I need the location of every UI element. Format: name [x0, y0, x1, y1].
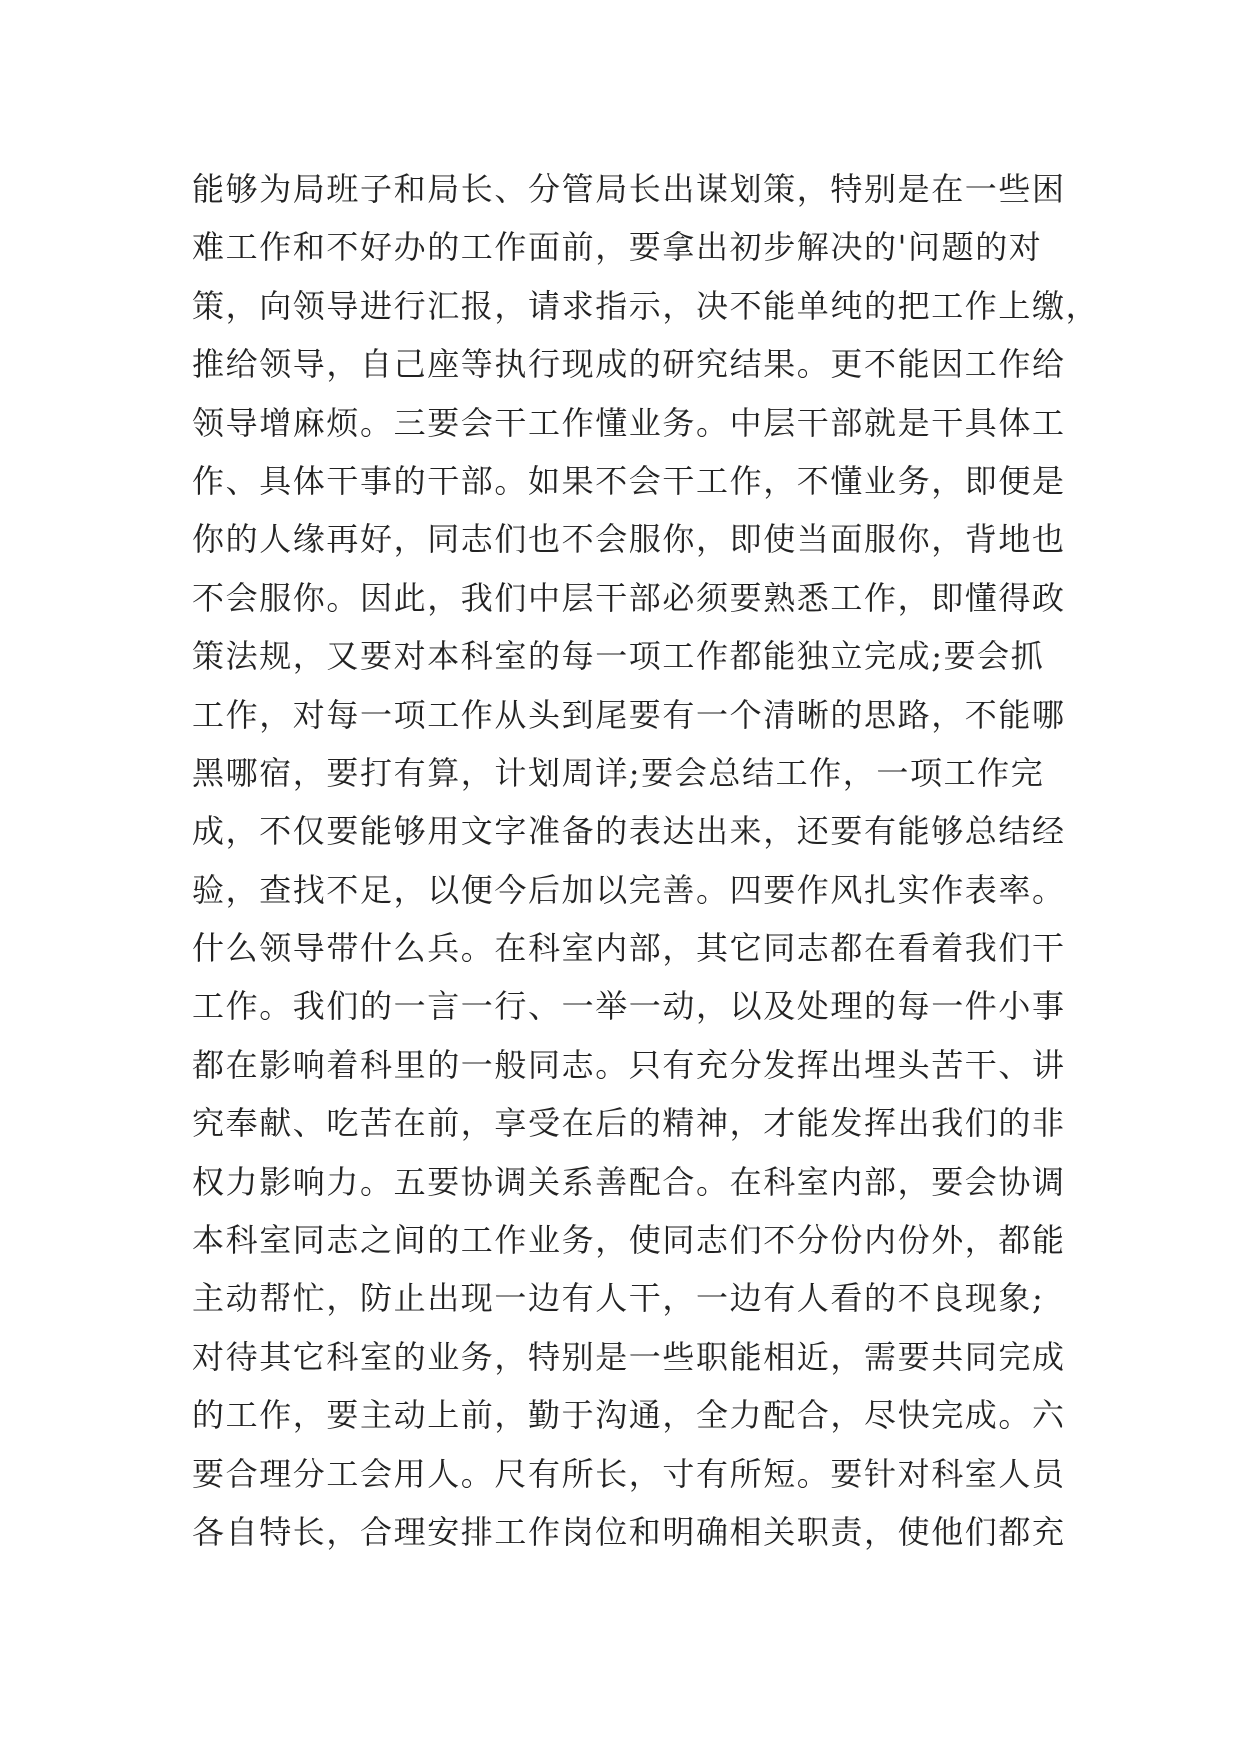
text-line: 本科室同志之间的工作业务，使同志们不分份内份外，都能	[192, 1221, 1066, 1260]
text-line: 权力影响力。五要协调关系善配合。在科室内部，要会协调	[192, 1162, 1066, 1201]
text-line: 能够为局班子和局长、分管局长出谋划策，特别是在一些困	[192, 170, 1066, 208]
body-text	[192, 160, 1100, 1561]
text-line: 各自特长，合理安排工作岗位和明确相关职责，使他们都充	[192, 1512, 1066, 1551]
text-line: 难工作和不好办的工作面前，要拿出初步解决的'问题的对	[192, 228, 1043, 267]
text-line: 的工作，要主动上前，勤于沟通，全力配合，尽快完成。六	[192, 1396, 1066, 1435]
text-line: 你的人缘再好，同志们也不会服你，即使当面服你，背地也	[192, 520, 1066, 559]
text-line: 黑哪宿，要打有算，计划周详;要会总结工作，一项工作完	[192, 753, 1045, 792]
text-line: 领导增麻烦。三要会干工作懂业务。中层干部就是干具体工	[192, 403, 1066, 442]
text-line: 策，向领导进行汇报，请求指示，决不能单纯的把工作上缴，	[192, 286, 1100, 325]
text-line: 作、具体干事的干部。如果不会干工作，不懂业务，即便是	[192, 461, 1066, 500]
text-line: 不会服你。因此，我们中层干部必须要熟悉工作，即懂得政	[192, 578, 1066, 617]
text-line: 推给领导，自己座等执行现成的研究结果。更不能因工作给	[192, 345, 1066, 384]
text-line: 主动帮忙，防止出现一边有人干，一边有人看的不良现象;	[192, 1279, 1045, 1318]
text-line: 什么领导带什么兵。在科室内部，其它同志都在看着我们干	[192, 929, 1066, 968]
text-line: 要合理分工会用人。尺有所长，寸有所短。要针对科室人员	[192, 1454, 1066, 1493]
text-line: 工作，对每一项工作从头到尾要有一个清晰的思路，不能哪	[192, 695, 1066, 734]
text-line: 验，查找不足，以便今后加以完善。四要作风扎实作表率。	[192, 870, 1066, 909]
text-line: 都在影响着科里的一般同志。只有充分发挥出埋头苦干、讲	[192, 1045, 1066, 1084]
text-line: 工作。我们的一言一行、一举一动，以及处理的每一件小事	[192, 987, 1066, 1026]
text-line: 对待其它科室的业务，特别是一些职能相近，需要共同完成	[192, 1337, 1066, 1376]
text-line: 究奉献、吃苦在前，享受在后的精神，才能发挥出我们的非	[192, 1104, 1066, 1143]
text-line: 策法规，又要对本科室的每一项工作都能独立完成;要会抓	[192, 637, 1045, 676]
text-line: 成，不仅要能够用文字准备的表达出来，还要有能够总结经	[192, 812, 1066, 851]
